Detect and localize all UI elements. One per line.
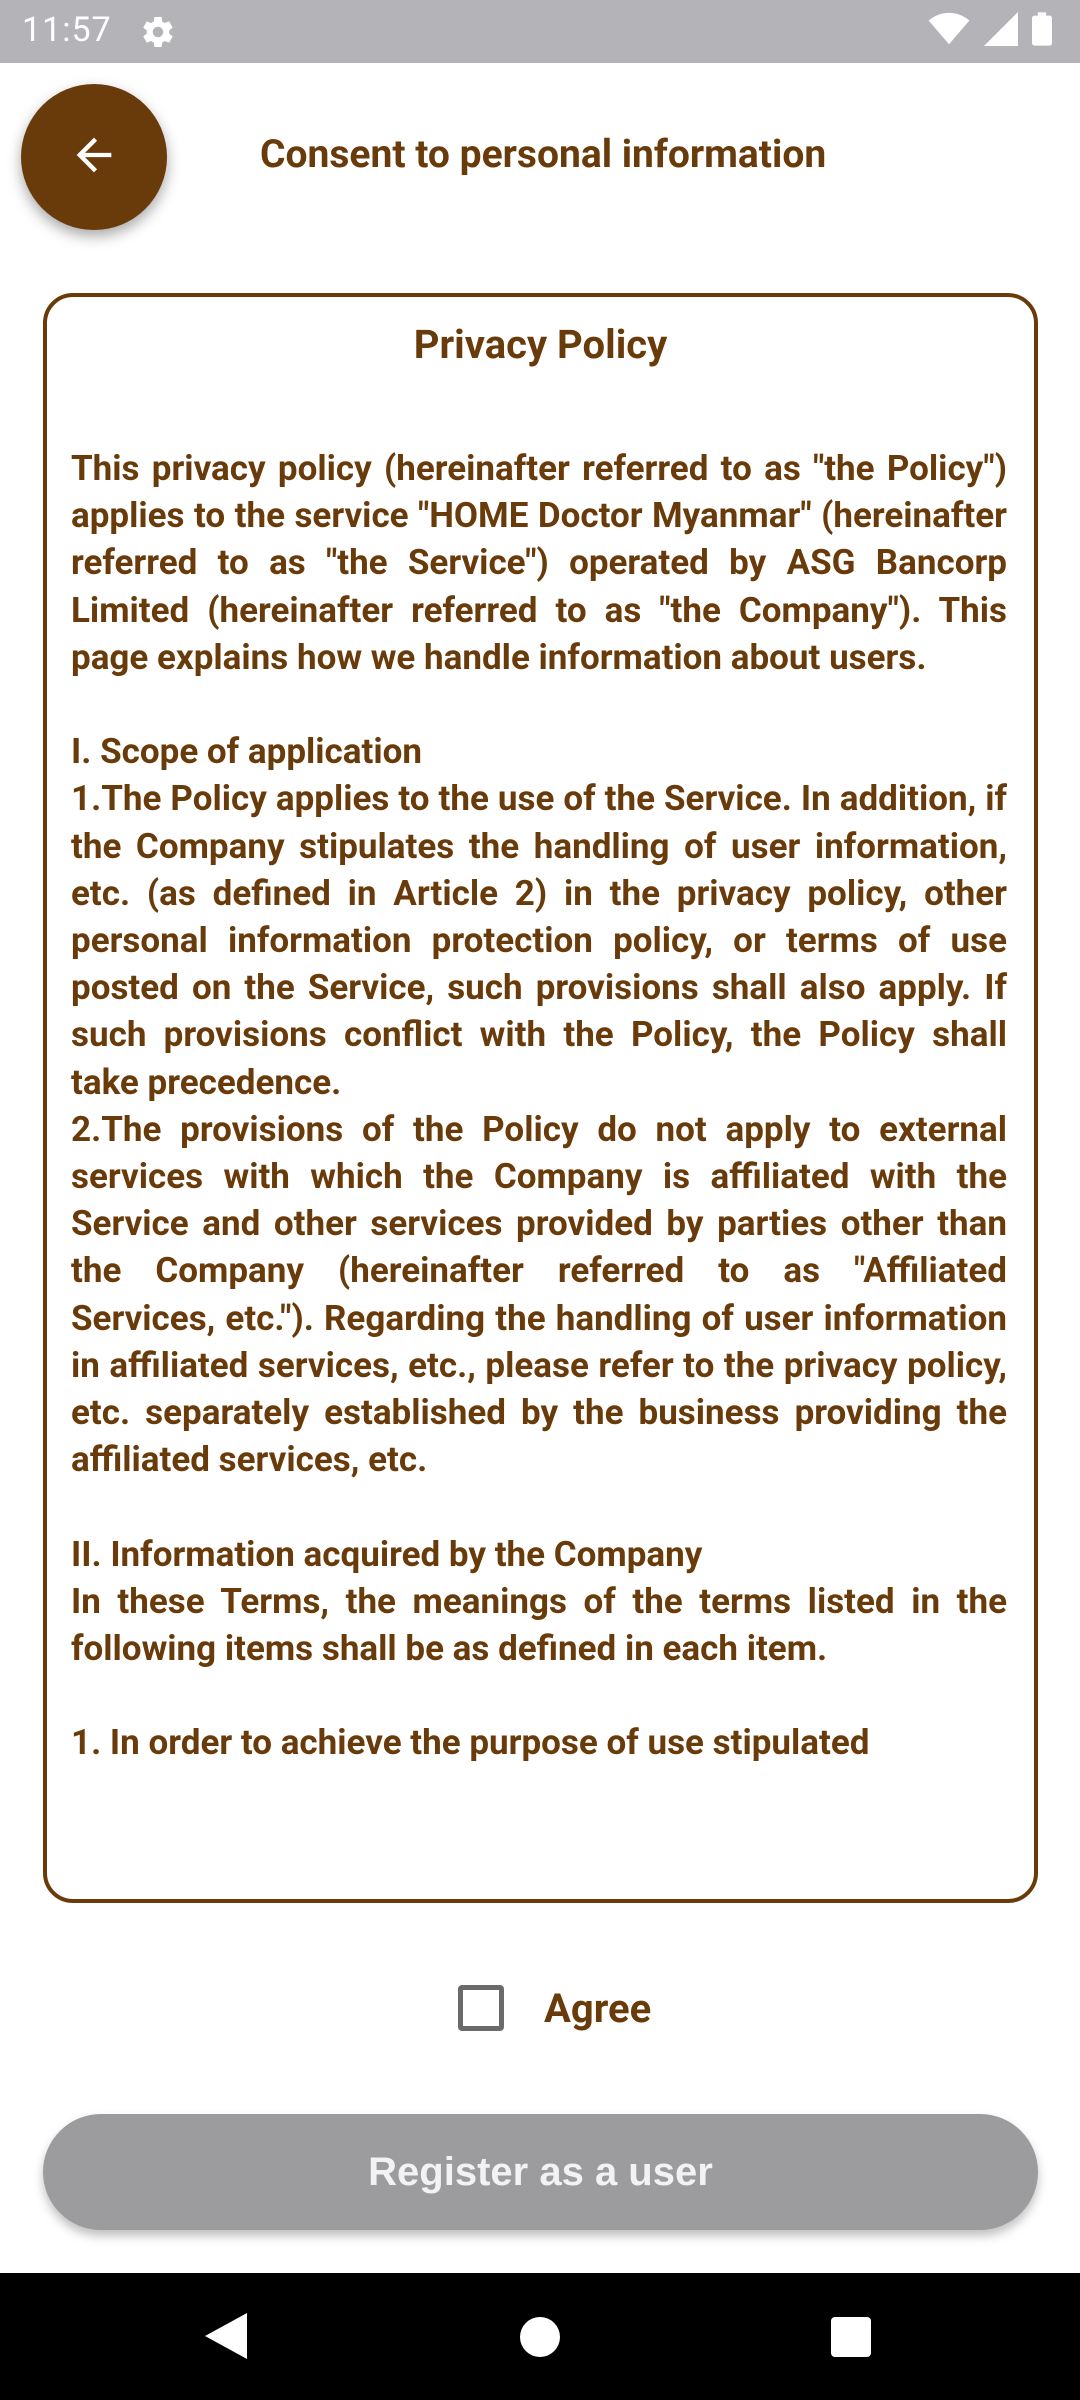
register-button[interactable]: Register as a user [43, 2114, 1038, 2230]
policy-body: This privacy policy (hereinafter referred to as "the Policy") applies to the service "HOME Doctor Myanmar" (hereinafter referred to as "the Service") operated by ASG Bancorp Limited (hereinafter referred to as "the Company"). This page explains how we handle information about users. I. Scope of application 1.The Policy applies to the use of the Service. In addition, if the Company stipulates the handling of user information, etc. (as defined in Article 2) in the privacy policy, other personal information protection policy, or terms of use posted on the Service, such provisions shall also apply. If such provisions conflict with the Policy, the Policy shall take precedence. 2.The provisions of the Policy do not apply to external services with which the Company is affiliated with the Service and other services provided by parties other than the Company (hereinafter referred to as "Affiliated Services, etc."). Regarding the handling of user information in affiliated services, etc., please refer to the privacy policy, etc. separately established by the business providing the affiliated services, etc. II. Information acquired by the Company In these Terms, the meanings of the terms listed in the following items shall be as defined in each item. 1. In order to achieve the purpose of use stipulated [71, 448, 1007, 1764]
wifi-icon [928, 12, 970, 50]
policy-title: Privacy Policy [413, 321, 668, 368]
status-time: 11:57 [22, 10, 112, 50]
back-button[interactable] [21, 84, 167, 230]
agree-row[interactable] [458, 1982, 651, 2034]
status-bar [0, 0, 1080, 63]
agree-checkbox[interactable] [458, 1985, 504, 2031]
gear-icon [140, 14, 176, 50]
nav-back-icon[interactable] [205, 2313, 247, 2363]
system-nav-bar [0, 2273, 1080, 2400]
agree-label[interactable]: Agree [544, 1984, 652, 2032]
page-title: Consent to personal information [260, 131, 827, 177]
app-header [0, 63, 1080, 253]
arrow-left-icon [68, 129, 120, 185]
privacy-policy-scroll-area[interactable] [43, 293, 1038, 1903]
battery-icon [1032, 12, 1052, 50]
nav-recent-apps-icon[interactable] [831, 2317, 871, 2357]
cell-signal-icon [984, 12, 1018, 50]
nav-home-icon[interactable] [520, 2317, 560, 2357]
